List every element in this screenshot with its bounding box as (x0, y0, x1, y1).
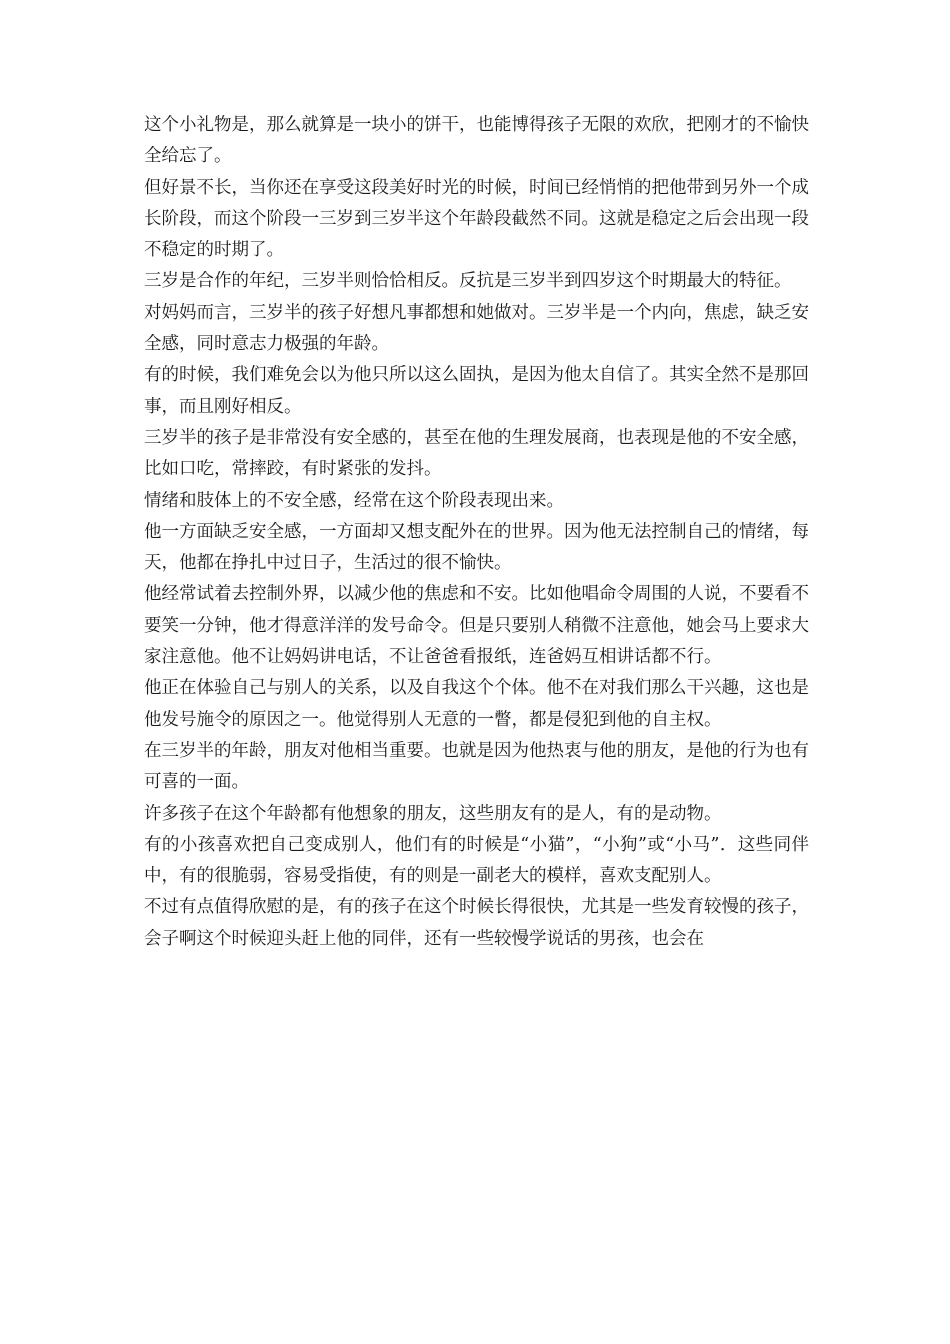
paragraph: 有的时候，我们难免会以为他只所以这么固执，是因为他太自信了。其实全然不是那回事，而且刚好相反。 (144, 365, 809, 417)
paragraph: 这个小礼物是，那么就算是一块小的饼干，也能博得孩子无限的欢欣，把刚才的不愉快全给忘了。 (144, 115, 809, 167)
paragraph: 他正在体验自己与别人的关系，以及自我这个个体。他不在对我们那么干兴趣，这也是他发号施令的原因之一。他觉得别人无意的一瞥，都是侵犯到他的自主权。 (144, 678, 809, 730)
paragraph: 不过有点值得欣慰的是，有的孩子在这个时候长得很快，尤其是一些发育较慢的孩子，会子啊这个时候迎头赶上他的同伴，还有一些较慢学说话的男孩，也会在 (144, 897, 809, 949)
paragraph: 他一方面缺乏安全感，一方面却又想支配外在的世界。因为他无法控制自己的情绪，每天，他都在挣扎中过日子，生活过的很不愉快。 (144, 521, 809, 574)
paragraph: 三岁半的孩子是非常没有安全感的，甚至在他的生理发展商，也表现是他的不安全感，比如口吃，常摔跤，有时紧张的发抖。 (144, 427, 809, 480)
paragraph: 许多孩子在这个年龄都有他想象的朋友，这些朋友有的是人，有的是动物。 (144, 803, 722, 824)
paragraph: 有的小孩喜欢把自己变成别人，他们有的时候是“小猫”，“小狗”或“小马”．这些同伴中，有的很脆弱，容易受指使，有的则是一副老大的模样，喜欢支配别人。 (144, 834, 809, 887)
paragraph: 他经常试着去控制外界，以减少他的焦虑和不安。比如他唱命令周围的人说，不要看不要笑一分钟，他才得意洋洋的发号命令。但是只要别人稍微不注意他，她会马上要求大家注意他。他不让妈妈讲电话，不让爸爸看报纸，连爸妈互相讲话都不行。 (144, 584, 809, 668)
document-body (144, 110, 809, 955)
paragraph: 情绪和肢体上的不安全感，经常在这个阶段表现出来。 (144, 490, 564, 511)
paragraph: 在三岁半的年龄，朋友对他相当重要。也就是因为他热衷与他的朋友，是他的行为也有可喜的一面。 (144, 740, 809, 793)
paragraph: 对妈妈而言，三岁半的孩子好想凡事都想和她做对。三岁半是一个内向，焦虑，缺乏安全感，同时意志力极强的年龄。 (144, 302, 809, 355)
paragraph: 三岁是合作的年纪，三岁半则恰恰相反。反抗是三岁半到四岁这个时期最大的特征。 (144, 271, 792, 292)
paragraph: 但好景不长，当你还在享受这段美好时光的时候，时间已经悄悄的把他带到另外一个成长阶段，而这个阶段一三岁到三岁半这个年龄段截然不同。这就是稳定之后会出现一段不稳定的时期了。 (144, 177, 809, 261)
